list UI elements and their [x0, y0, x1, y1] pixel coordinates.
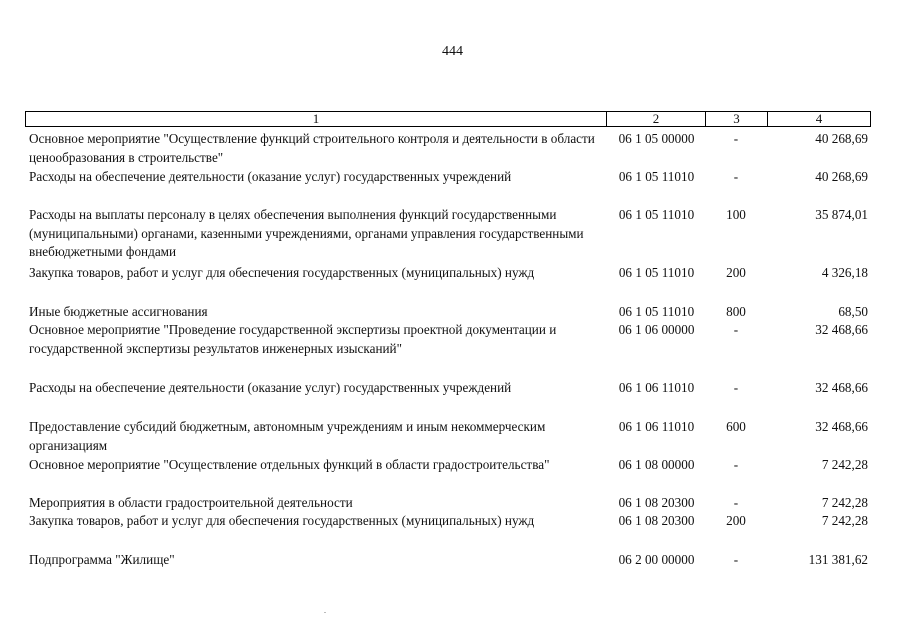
- row-name: Закупка товаров, работ и услуг для обеспечения государственных (муниципальных) нужд: [29, 265, 535, 280]
- row-sum: 7 242,28: [821, 457, 868, 472]
- row-type: 200: [726, 265, 746, 280]
- row-code: 06 1 05 11010: [618, 207, 695, 222]
- row-type: -: [733, 457, 739, 472]
- row-name: Расходы на обеспечение деятельности (оказание услуг) государственных учреждений: [29, 380, 512, 395]
- row-type: -: [733, 552, 739, 567]
- row-type: -: [733, 322, 739, 337]
- row-sum: 7 242,28: [821, 495, 868, 510]
- row-code: 06 1 05 11010: [618, 169, 695, 184]
- row-sum: 32 468,66: [815, 419, 868, 434]
- table-header: [25, 111, 871, 127]
- row-type: -: [733, 380, 739, 395]
- row-code: 06 1 05 11010: [618, 304, 695, 319]
- row-sum: 40 268,69: [815, 169, 868, 184]
- row-sum: 40 268,69: [815, 131, 868, 146]
- row-name: Расходы на обеспечение деятельности (оказание услуг) государственных учреждений: [29, 169, 512, 184]
- row-name: Иные бюджетные ассигнования: [29, 304, 208, 319]
- row-name: Мероприятия в области градостроительной деятельности: [29, 495, 353, 510]
- row-code: 06 1 06 11010: [618, 380, 695, 395]
- row-type: 100: [726, 207, 746, 222]
- row-name: Основное мероприятие "Осуществление отдельных функций в области градостроительства": [29, 457, 550, 472]
- row-sum: 131 381,62: [808, 552, 868, 567]
- row-name: Предоставление субсидий бюджетным, автономным учреждениям и иным некоммерческим организациям: [29, 419, 546, 453]
- row-code: 06 1 05 00000: [618, 131, 695, 146]
- page-number: 444: [442, 44, 463, 59]
- row-code: 06 1 06 00000: [618, 322, 695, 337]
- row-code: 06 1 08 00000: [618, 457, 695, 472]
- row-code: 06 2 00 00000: [618, 552, 695, 567]
- row-sum: 4 326,18: [821, 265, 868, 280]
- header-col-2: 2: [607, 112, 706, 126]
- row-sum: 68,50: [838, 304, 868, 319]
- row-name: Основное мероприятие "Проведение государственной экспертизы проектной документации и государственной экспертизы результатов инженерных изысканий": [29, 322, 557, 356]
- row-code: 06 1 05 11010: [618, 265, 695, 280]
- row-code: 06 1 08 20300: [618, 495, 695, 510]
- scan-speck: [324, 612, 326, 613]
- row-type: -: [733, 131, 739, 146]
- row-sum: 32 468,66: [815, 380, 868, 395]
- row-type: -: [733, 495, 739, 510]
- header-col-3: 3: [706, 112, 768, 126]
- row-name: Основное мероприятие "Осуществление функций строительного контроля и деятельности в области ценообразования в строительстве": [29, 131, 595, 165]
- row-name: Расходы на выплаты персоналу в целях обеспечения выполнения функций государственными (муниципальными) органами, казенными учреждениями, органами управления государственными внебюджетными фондами: [29, 207, 584, 259]
- row-code: 06 1 08 20300: [618, 513, 695, 528]
- row-sum: 7 242,28: [821, 513, 868, 528]
- row-type: 800: [726, 304, 746, 319]
- header-col-4: 4: [815, 111, 823, 126]
- row-sum: 32 468,66: [815, 322, 868, 337]
- row-type: 200: [726, 513, 746, 528]
- row-name: Подпрограмма "Жилище": [29, 552, 175, 567]
- row-sum: 35 874,01: [815, 207, 868, 222]
- row-type: 600: [726, 419, 746, 434]
- header-col-1: 1: [26, 112, 607, 126]
- row-name: Закупка товаров, работ и услуг для обеспечения государственных (муниципальных) нужд: [29, 513, 535, 528]
- row-code: 06 1 06 11010: [618, 419, 695, 434]
- row-type: -: [733, 169, 739, 184]
